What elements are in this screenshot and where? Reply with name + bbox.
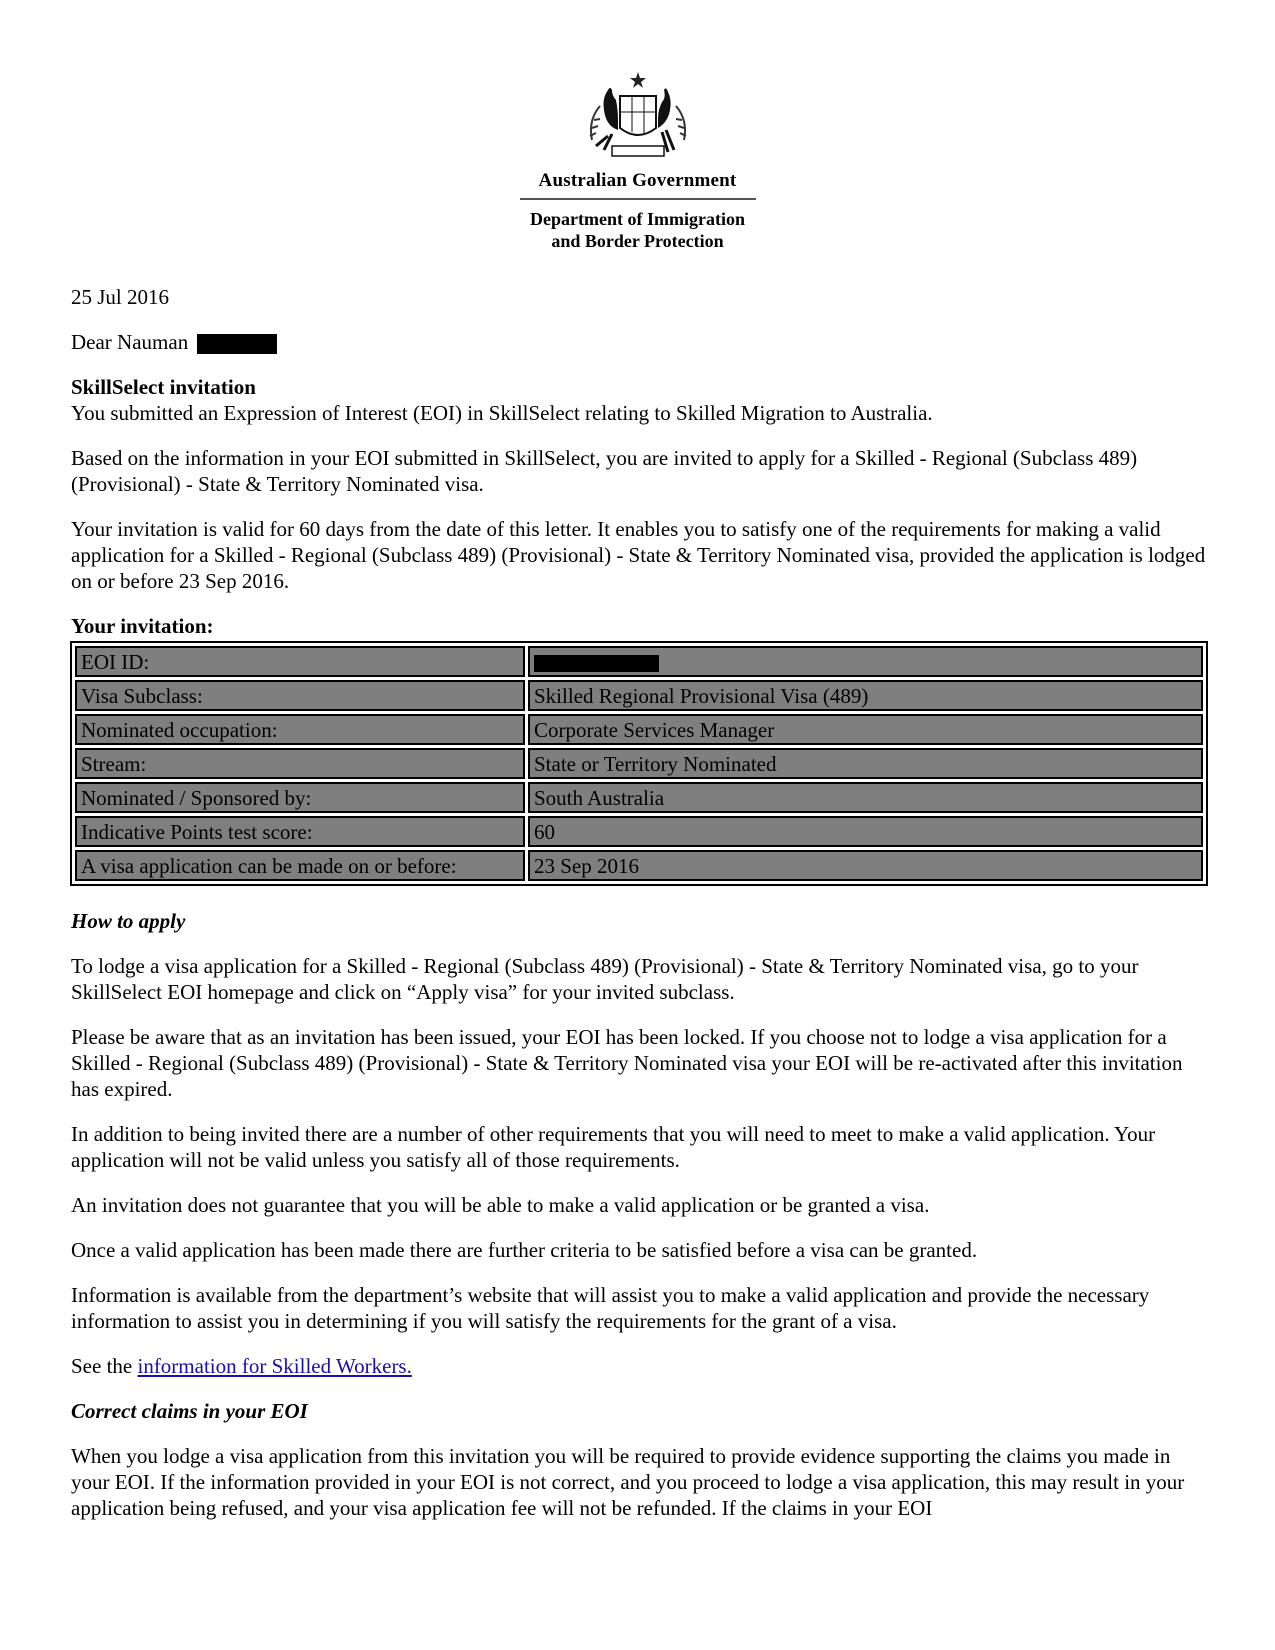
table-heading: Your invitation: (71, 614, 214, 638)
row-label-eoi-id: EOI ID: (75, 646, 525, 677)
table-row (75, 816, 1203, 847)
letterhead-divider (520, 198, 756, 200)
see-prefix: See the (71, 1354, 138, 1378)
invitation-table (70, 641, 1208, 886)
row-label-visa-subclass: Visa Subclass: (75, 680, 525, 711)
salutation (71, 329, 1206, 355)
row-value-deadline: 23 Sep 2016 (528, 850, 1203, 881)
table-row (75, 782, 1203, 813)
paragraph-correct-claims: When you lodge a visa application from this invitation you will be required to provide evidence supporting the claims you made in your EOI. If the information provided in your EOI is not correct, and you proceed to lodge a visa application, this may result in your application being refused, and your visa application fee will not be refunded. If the claims in your EOI (71, 1444, 1185, 1520)
department-line-1: Department of Immigration (530, 209, 745, 229)
skilled-workers-link[interactable]: information for Skilled Workers. (137, 1354, 412, 1378)
redacted-eoi-id (534, 655, 659, 672)
row-label-stream: Stream: (75, 748, 525, 779)
row-label-points-score: Indicative Points test score: (75, 816, 525, 847)
row-label-occupation: Nominated occupation: (75, 714, 525, 745)
correct-claims-heading: Correct claims in your EOI (71, 1399, 308, 1423)
see-info-line (71, 1353, 1206, 1379)
row-value-stream: State or Territory Nominated (528, 748, 1203, 779)
paragraph-further-criteria: Once a valid application has been made there are further criteria to be satisfied before a visa can be granted. (71, 1238, 978, 1262)
table-row (75, 748, 1203, 779)
table-row (75, 850, 1203, 881)
coat-of-arms-icon (582, 70, 694, 162)
letterhead (0, 70, 1275, 252)
redacted-surname (197, 334, 277, 354)
paragraph-requirements: In addition to being invited there are a number of other requirements that you will need to meet to make a valid application. Your application will not be valid unless you satisfy all of those requirements. (71, 1122, 1156, 1172)
row-value-eoi-id (528, 646, 1203, 677)
row-label-sponsored-by: Nominated / Sponsored by: (75, 782, 525, 813)
row-value-sponsored-by: South Australia (528, 782, 1203, 813)
row-label-deadline: A visa application can be made on or before: (75, 850, 525, 881)
how-to-apply-heading: How to apply (71, 909, 186, 933)
table-row (75, 680, 1203, 711)
paragraph-eoi-locked: Please be aware that as an invitation has been issued, your EOI has been locked. If you choose not to lodge a visa application for a Skilled - Regional (Subclass 489) (Provisional) - State & Territory Nominated visa your EOI will be re-activated after this invitation has expired. (71, 1025, 1183, 1101)
paragraph-eoi-submitted: You submitted an Expression of Interest (EOI) in SkillSelect relating to Skilled Migration to Australia. (71, 401, 933, 425)
letter-date: 25 Jul 2016 (71, 285, 170, 309)
row-value-points-score: 60 (528, 816, 1203, 847)
table-row (75, 714, 1203, 745)
department-line-2: and Border Protection (551, 231, 724, 251)
paragraph-website-info: Information is available from the department’s website that will assist you to make a valid application and provide the necessary information to assist you in determining if you will satisfy the requirements for the grant of a visa. (71, 1283, 1150, 1333)
paragraph-validity: Your invitation is valid for 60 days from the date of this letter. It enables you to satisfy one of the requirements for making a valid application for a Skilled - Regional (Subclass 489) (Provisional) - State & Territory Nominated visa, provided the application is lodged on or before 23 Sep 2016. (71, 517, 1206, 593)
paragraph-no-guarantee: An invitation does not guarantee that you will be able to make a valid application or be granted a visa. (71, 1193, 930, 1217)
row-value-occupation: Corporate Services Manager (528, 714, 1203, 745)
row-value-visa-subclass: Skilled Regional Provisional Visa (489) (528, 680, 1203, 711)
table-row (75, 646, 1203, 677)
salutation-text: Dear Nauman (71, 330, 189, 354)
government-name: Australian Government (538, 170, 737, 191)
paragraph-lodge: To lodge a visa application for a Skilled - Regional (Subclass 489) (Provisional) - State & Territory Nominated visa, go to your SkillSelect EOI homepage and click on “Apply visa” for your invited subclass. (71, 954, 1139, 1004)
paragraph-invited: Based on the information in your EOI submitted in SkillSelect, you are invited to apply for a Skilled - Regional (Subclass 489) (Provisional) - State & Territory Nominated visa. (71, 446, 1138, 496)
letter-body (71, 284, 1206, 1521)
subject-heading: SkillSelect invitation (71, 375, 256, 399)
